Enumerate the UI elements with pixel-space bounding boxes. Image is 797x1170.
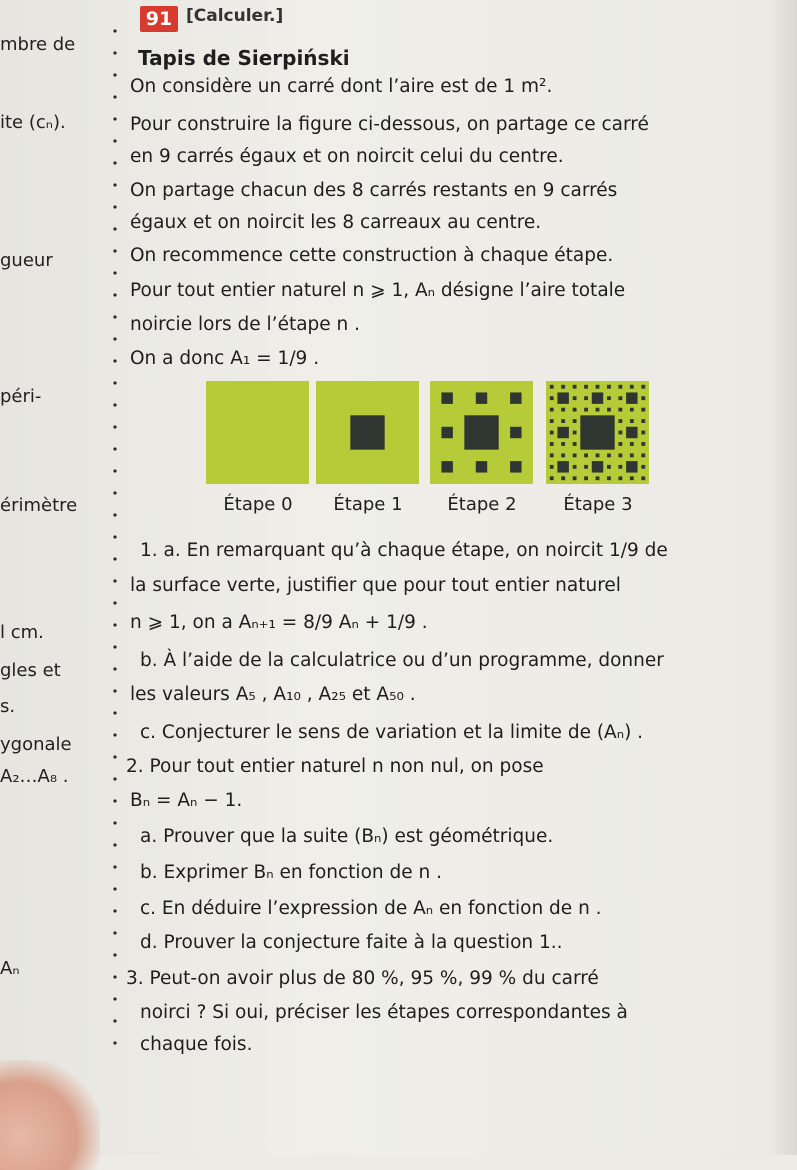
black-square: [573, 442, 577, 446]
black-square: [561, 419, 565, 423]
black-square: [580, 415, 614, 449]
black-square: [584, 476, 588, 480]
black-square: [573, 419, 577, 423]
black-square: [557, 392, 568, 403]
question-line: d. Prouver la conjecture faite à la question 1..: [140, 932, 563, 953]
black-square: [641, 453, 645, 457]
black-square: [618, 408, 622, 412]
black-square: [618, 465, 622, 469]
intro-line: Pour tout entier naturel n ⩾ 1, Aₙ désigne l’aire totale: [130, 280, 626, 301]
black-square: [607, 385, 611, 389]
black-square: [626, 392, 637, 403]
step-label: Étape 0: [223, 494, 293, 515]
black-square: [641, 408, 645, 412]
exercise-title: Tapis de Sierpiński: [138, 46, 350, 70]
black-square: [641, 442, 645, 446]
margin-note: péri-: [0, 386, 42, 407]
black-square: [641, 431, 645, 435]
margin-note: mbre de: [0, 34, 76, 55]
finger-shadow: [0, 1060, 100, 1170]
question-line: noirci ? Si oui, préciser les étapes correspondantes à: [140, 1002, 628, 1023]
black-square: [618, 453, 622, 457]
black-square: [510, 392, 521, 403]
black-square: [596, 385, 600, 389]
intro-line: noircie lors de l’étape n .: [130, 314, 361, 335]
black-square: [550, 442, 554, 446]
question-line: Bₙ = Aₙ − 1.: [130, 790, 243, 811]
margin-note: ygonale: [0, 734, 72, 755]
black-square: [641, 396, 645, 400]
black-square: [573, 408, 577, 412]
black-square: [350, 415, 384, 449]
black-square: [550, 465, 554, 469]
sierpinski-step-3: [546, 381, 649, 484]
black-square: [630, 442, 634, 446]
sierpinski-step-0: [206, 381, 309, 484]
step-1-drawing: [316, 381, 419, 484]
black-square: [573, 465, 577, 469]
black-square: [550, 476, 554, 480]
step-0-drawing: [206, 381, 309, 484]
question-line: chaque fois.: [140, 1034, 253, 1055]
margin-note: gles et: [0, 660, 61, 681]
margin-note: l cm.: [0, 622, 44, 643]
step-label: Étape 3: [563, 494, 633, 515]
black-square: [476, 461, 487, 472]
sierpinski-step-1: [316, 381, 419, 484]
page-edge-shadow: [767, 0, 797, 1155]
black-square: [550, 431, 554, 435]
black-square: [441, 427, 452, 438]
margin-separator: [112, 20, 118, 1060]
black-square: [618, 442, 622, 446]
intro-line: On a donc A₁ = 1/9 .: [130, 348, 320, 369]
black-square: [584, 396, 588, 400]
black-square: [596, 453, 600, 457]
black-square: [464, 415, 498, 449]
black-square: [550, 396, 554, 400]
black-square: [607, 465, 611, 469]
black-square: [630, 408, 634, 412]
black-square: [584, 465, 588, 469]
question-line: n ⩾ 1, on a Aₙ₊₁ = 8/9 Aₙ + 1/9 .: [130, 612, 428, 633]
intro-line: Pour construire la figure ci-dessous, on partage ce carré: [130, 114, 649, 135]
black-square: [607, 453, 611, 457]
black-square: [476, 392, 487, 403]
intro-line: On considère un carré dont l’aire est de 1 m².: [130, 76, 553, 97]
question-line: a. Prouver que la suite (Bₙ) est géométrique.: [140, 826, 554, 847]
intro-line: On partage chacun des 8 carrés restants en 9 carrés: [130, 180, 618, 201]
step-2-drawing: [430, 381, 533, 484]
black-square: [618, 396, 622, 400]
question-line: b. À l’aide de la calculatrice ou d’un programme, donner: [140, 650, 664, 671]
question-line: 3. Peut-on avoir plus de 80 %, 95 %, 99 % du carré: [126, 968, 599, 989]
black-square: [626, 461, 637, 472]
black-square: [584, 453, 588, 457]
black-square: [592, 461, 603, 472]
black-square: [641, 419, 645, 423]
step-label: Étape 2: [447, 494, 517, 515]
black-square: [573, 453, 577, 457]
black-square: [550, 419, 554, 423]
exercise-number: 91: [140, 6, 178, 32]
question-line: la surface verte, justifier que pour tout entier naturel: [130, 575, 621, 596]
black-square: [592, 392, 603, 403]
margin-note: érimètre: [0, 495, 78, 516]
black-square: [584, 385, 588, 389]
black-square: [557, 427, 568, 438]
black-square: [618, 431, 622, 435]
black-square: [596, 476, 600, 480]
black-square: [561, 385, 565, 389]
black-square: [510, 427, 521, 438]
black-square: [618, 419, 622, 423]
black-square: [561, 476, 565, 480]
black-square: [573, 476, 577, 480]
black-square: [561, 408, 565, 412]
black-square: [618, 476, 622, 480]
black-square: [641, 465, 645, 469]
black-square: [630, 476, 634, 480]
question-line: c. Conjecturer le sens de variation et la limite de (Aₙ) .: [140, 722, 644, 743]
black-square: [607, 396, 611, 400]
black-square: [550, 408, 554, 412]
black-square: [441, 461, 452, 472]
black-square: [573, 385, 577, 389]
black-square: [641, 476, 645, 480]
black-square: [607, 408, 611, 412]
question-line: 2. Pour tout entier naturel n non nul, on pose: [126, 756, 544, 777]
black-square: [550, 453, 554, 457]
black-square: [618, 385, 622, 389]
question-line: c. En déduire l’expression de Aₙ en fonction de n .: [140, 898, 602, 919]
black-square: [607, 476, 611, 480]
black-square: [510, 461, 521, 472]
black-square: [630, 385, 634, 389]
intro-line: en 9 carrés égaux et on noircit celui du centre.: [130, 146, 564, 167]
black-square: [550, 385, 554, 389]
exercise-tag: [Calculer.]: [186, 6, 284, 26]
black-square: [573, 396, 577, 400]
margin-note: Aₙ: [0, 958, 20, 979]
margin-note: ite (cₙ).: [0, 112, 66, 133]
question-line: b. Exprimer Bₙ en fonction de n .: [140, 862, 442, 883]
question-line: 1. a. En remarquant qu’à chaque étape, on noircit 1/9 de: [140, 540, 668, 561]
black-square: [630, 419, 634, 423]
black-square: [561, 442, 565, 446]
intro-line: égaux et on noircit les 8 carreaux au centre.: [130, 212, 542, 233]
sierpinski-step-2: [430, 381, 533, 484]
black-square: [630, 453, 634, 457]
black-square: [641, 385, 645, 389]
intro-line: On recommence cette construction à chaque étape.: [130, 245, 614, 266]
black-square: [441, 392, 452, 403]
black-square: [561, 453, 565, 457]
margin-note: gueur: [0, 250, 53, 271]
step-3-drawing: [546, 381, 649, 484]
margin-note: s.: [0, 696, 16, 717]
black-square: [626, 427, 637, 438]
step-label: Étape 1: [333, 494, 403, 515]
question-line: les valeurs A₅ , A₁₀ , A₂₅ et A₅₀ .: [130, 684, 416, 705]
black-square: [573, 431, 577, 435]
margin-note: A₂…A₈ .: [0, 766, 69, 787]
black-square: [557, 461, 568, 472]
black-square: [584, 408, 588, 412]
black-square: [596, 408, 600, 412]
